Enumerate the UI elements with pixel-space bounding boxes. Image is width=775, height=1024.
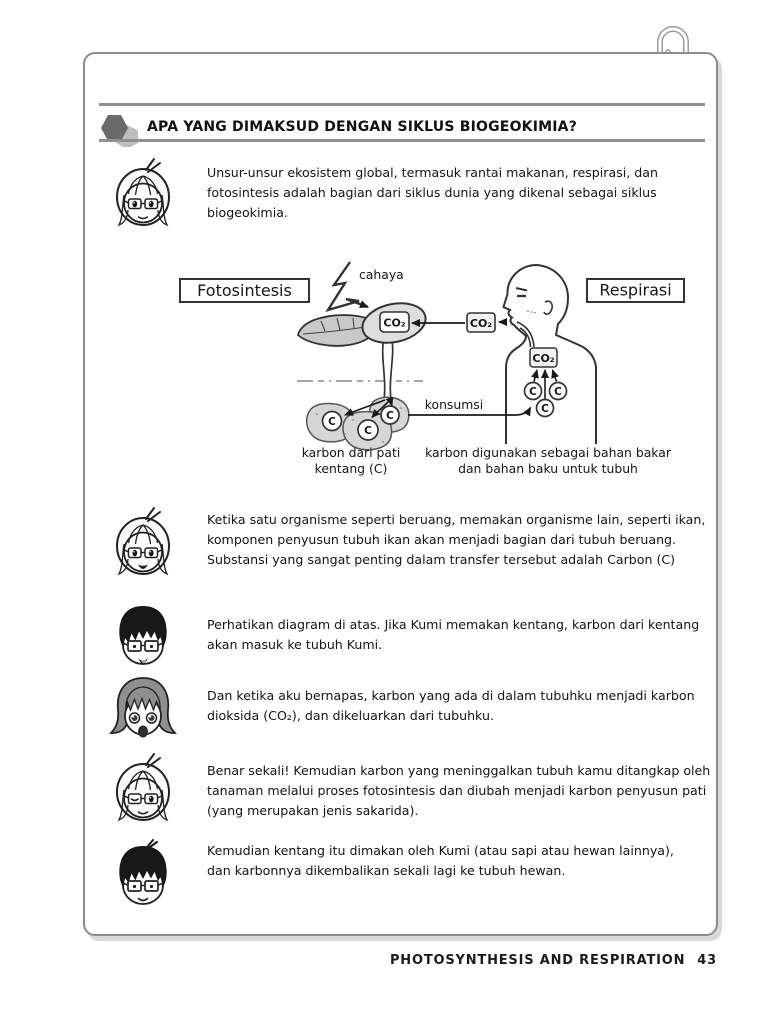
- dialogue-line: Benar sekali! Kemudian karbon yang meninggalkan tubuh kamu ditangkap oleh: [207, 763, 711, 778]
- section-title: APA YANG DIMAKSUD DENGAN SIKLUS BIOGEOKIMIA?: [147, 119, 578, 135]
- dialogue-3-text: [207, 615, 699, 655]
- chest-co2-label: CO₂: [532, 352, 555, 365]
- carbon-label: C: [328, 415, 336, 428]
- dialogue-line: komponen penyusun tubuh ikan akan menjadi bagian dari tubuh beruang.: [207, 532, 677, 547]
- dialogue-line: Kemudian kentang itu dimakan oleh Kumi (atau sapi atau hewan lainnya),: [207, 843, 674, 858]
- light-label: cahaya: [359, 267, 404, 282]
- dialogue-line: biogeokimia.: [207, 205, 288, 220]
- consumption-label: konsumsi: [424, 397, 484, 412]
- caption-body-line2: dan bahan baku untuk tubuh: [458, 461, 638, 476]
- caption-potato-line2: kentang (C): [314, 461, 388, 476]
- caption-body-line1: karbon digunakan sebagai bahan bakar: [425, 445, 671, 460]
- dialogue-line: (yang merupakan jenis sakarida).: [207, 803, 419, 818]
- exhaled-co2-label: CO₂: [469, 317, 493, 330]
- dialogue-line: dan karbonnya dikembalikan sekali lagi ke tubuh hewan.: [207, 863, 566, 878]
- carbon-label: C: [529, 385, 537, 398]
- footer-title: PHOTOSYNTHESIS AND RESPIRATION: [389, 953, 686, 968]
- dialogue-line: Dan ketika aku bernapas, karbon yang ada di dalam tubuhku menjadi karbon: [207, 688, 695, 703]
- dialogue-1-text: [207, 163, 658, 223]
- dialogue-line: Substansi yang sangat penting dalam transfer tersebut adalah Carbon (C): [207, 552, 676, 567]
- dialogue-6-text: [207, 841, 674, 881]
- dialogue-line: Perhatikan diagram di atas. Jika Kumi memakan kentang, karbon dari kentang: [207, 617, 700, 632]
- photosynthesis-label: Fotosintesis: [197, 281, 292, 300]
- plant-co2-label: CO₂: [383, 316, 406, 330]
- carbon-label: C: [554, 385, 562, 398]
- avatar-girl-glasses-open-mouth: [105, 506, 181, 586]
- page-footer: [390, 953, 717, 968]
- dialogue-4-text: [207, 686, 695, 726]
- dialogue-line: fotosintesis adalah bagian dari siklus dunia yang dikenal sebagai siklus: [207, 185, 657, 200]
- carbon-label: C: [541, 402, 549, 415]
- avatar-girl-surprised: [105, 670, 181, 750]
- dialogue-2-text: [207, 510, 705, 570]
- dialogue-line: Unsur-unsur ekosistem global, termasuk rantai makanan, respirasi, dan: [207, 165, 658, 180]
- dialogue-line: dioksida (CO₂), dan dikeluarkan dari tubuhku.: [207, 708, 494, 723]
- dialogue-line: tanaman melalui proses fotosintesis dan diubah menjadi karbon penyusun pati: [207, 783, 707, 798]
- section-hexagon-icon: [101, 115, 139, 147]
- respiration-label: Respirasi: [599, 280, 672, 300]
- carbon-label: C: [386, 409, 394, 422]
- page-number: 43: [697, 953, 717, 968]
- dialogue-line: Ketika satu organisme seperti beruang, memakan organisme lain, seperti ikan,: [207, 512, 706, 527]
- avatar-boy-glasses-smile: [105, 837, 181, 917]
- plant-stem: [383, 334, 393, 400]
- carbon-label: C: [364, 424, 372, 437]
- dialogue-5-text: [207, 761, 710, 821]
- carbon-cycle-diagram: [97, 252, 707, 487]
- header-rule-bottom: [99, 139, 705, 142]
- avatar-boy-glasses-tongue: [105, 597, 181, 677]
- person-ear: [544, 301, 552, 314]
- caption-potato-line1: karbon dari pati: [301, 445, 401, 460]
- document-page: [83, 52, 718, 936]
- dialogue-line: akan masuk ke tubuh Kumi.: [207, 637, 383, 652]
- avatar-girl-glasses-wink: [105, 752, 181, 832]
- header-rule-top: [99, 103, 705, 106]
- avatar-girl-glasses-smile: [105, 157, 181, 237]
